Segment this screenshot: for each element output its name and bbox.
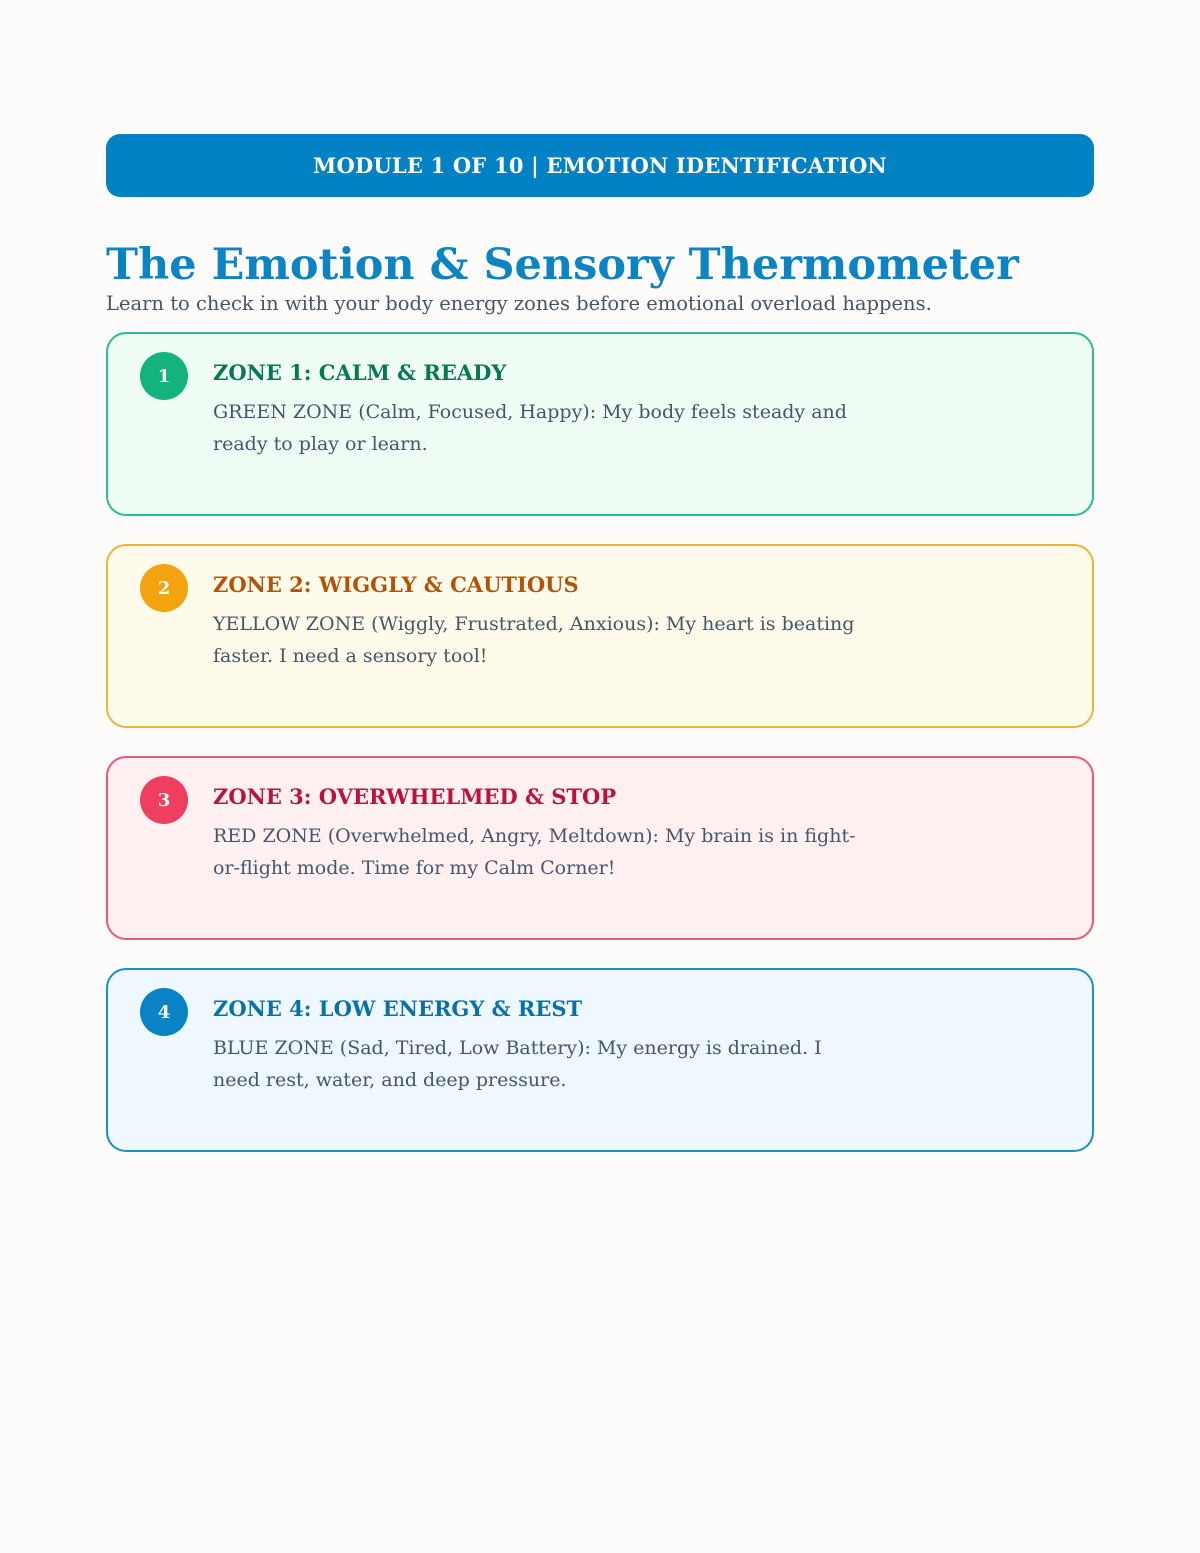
zone-card-4 xyxy=(106,968,1094,1152)
zone-title: ZONE 2: WIGGLY & CAUTIOUS xyxy=(213,572,579,598)
zone-card-1 xyxy=(106,332,1094,516)
zone-description: GREEN ZONE (Calm, Focused, Happy): My body feels steady and ready to play or learn. xyxy=(213,401,847,455)
zone-title: ZONE 4: LOW ENERGY & REST xyxy=(213,996,583,1022)
module-banner xyxy=(106,134,1094,197)
zone-description: BLUE ZONE (Sad, Tired, Low Battery): My energy is drained. I need rest, water, and deep pressure. xyxy=(213,1037,822,1091)
zone-number-badge: 2 xyxy=(140,564,188,612)
zone-card-2 xyxy=(106,544,1094,728)
page xyxy=(106,134,1094,1180)
module-banner-text: MODULE 1 OF 10 | EMOTION IDENTIFICATION xyxy=(313,153,887,178)
zone-description: YELLOW ZONE (Wiggly, Frustrated, Anxious): My heart is beating faster. I need a sensory tool! xyxy=(213,613,855,667)
zone-number-badge: 1 xyxy=(140,352,188,400)
zone-card-3 xyxy=(106,756,1094,940)
page-subtitle: Learn to check in with your body energy zones before emotional overload happens. xyxy=(106,292,932,316)
zone-title: ZONE 1: CALM & READY xyxy=(213,360,507,386)
zone-description: RED ZONE (Overwhelmed, Angry, Meltdown): My brain is in fight-or-flight mode. Time for my Calm Corner! xyxy=(213,825,856,879)
zone-title: ZONE 3: OVERWHELMED & STOP xyxy=(213,784,617,810)
page-title: The Emotion & Sensory Thermometer xyxy=(106,240,1019,290)
zone-number-badge: 3 xyxy=(140,776,188,824)
zone-list xyxy=(106,332,1094,1152)
zone-number-badge: 4 xyxy=(140,988,188,1036)
